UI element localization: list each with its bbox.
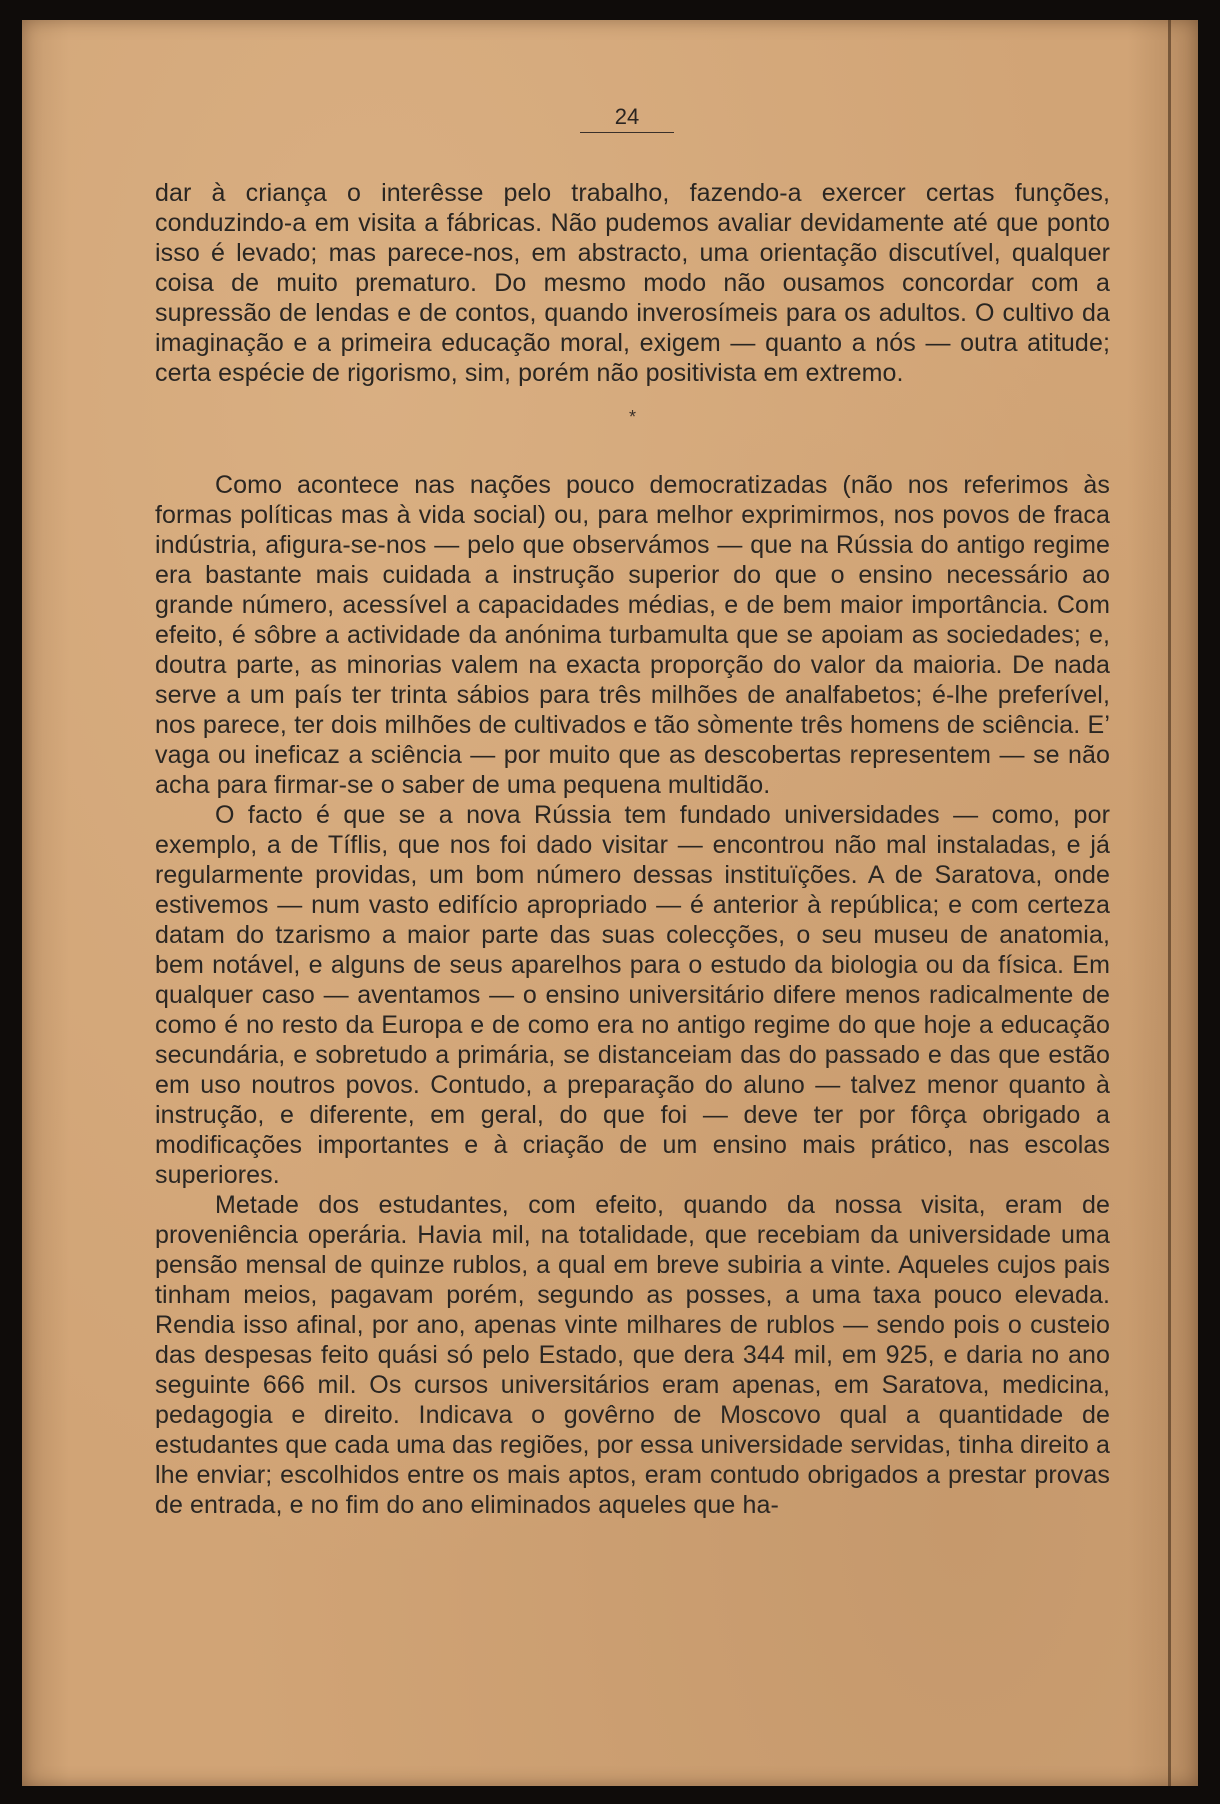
- page-number: 24: [580, 104, 674, 133]
- paragraph-4: Metade dos estudantes, com efeito, quando da nossa visita, eram de proveniência operária. Havia mil, na totalidade, que recebiam da universidade uma pensão mensal de quinze rublos, a qual em breve subiria a vinte. Aqueles cujos pais tinham meios, pagavam porém, segundo as posses, a uma taxa pouco elevada. Rendia isso afinal, por ano, apenas vinte milhares de rublos — sendo pois o custeio das despesas feito quási só pelo Estado, que dera 344 mil, em 925, e daria no ano seguinte 666 mil. Os cursos universitários eram apenas, em Saratova, medicina, pedagogia e direito. Indicava o govêrno de Moscovo qual a quantidade de estudantes que cada uma das regiões, por essa universidade servidas, tinha direito a lhe enviar; escolhidos entre os mais aptos, eram contudo obrigados a prestar provas de entrada, e no fim do ano eliminados aqueles que ha-: [155, 1191, 1110, 1519]
- paragraph-1: dar à criança o interêsse pelo trabalho, fazendo-a exercer certas funções, conduzindo-a em visita a fábricas. Não pudemos avaliar devidamente até que ponto isso é levado; mas parece-nos, em abstracto, uma orientação discutível, qualquer coisa de muito prematuro. Do mesmo modo não ousamos concordar com a supressão de lendas e de contos, quando inverosímeis para os adultos. O cultivo da imaginação e a primeira educação moral, exigem — quanto a nós — outra atitude; certa espécie de rigorismo, sim, porém não positivista em extremo.: [155, 179, 1110, 387]
- page-fold-edge: [1168, 20, 1171, 1786]
- paragraph-3: O facto é que se a nova Rússia tem fundado universidades — como, por exemplo, a de Tíflis, que nos foi dado visitar — encontrou não mal instaladas, e já regularmente providas, um bom número dessas instituïções. A de Saratova, onde estivemos — num vasto edifício apropriado — é anterior à república; e com certeza datam do tzarismo a maior parte das suas colecções, o seu museu de anatomia, bem notável, e alguns de seus aparelhos para o estudo da biologia ou da física. Em qualquer caso — aventamos — o ensino universitário difere menos radicalmente de como é no resto da Europa e de como era no antigo regime do que hoje a educação secundária, e sobretudo a primária, se distanceiam das do passado e das que estão em uso noutros povos. Contudo, a preparação do aluno — talvez menor quanto à instrução, e diferente, em geral, do que foi — deve ter por fôrça obrigado a modificações importantes e à criação de um ensino mais prático, nas escolas superiores.: [155, 801, 1110, 1189]
- paragraph-2: Como acontece nas nações pouco democratizadas (não nos referimos às formas políticas mas à vida social) ou, para melhor exprimirmos, nos povos de fraca indústria, afigura-se-nos — pelo que observámos — que na Rússia do antigo regime era bastante mais cuidada a instrução superior do que o ensino necessário ao grande número, acessível a capacidades médias, e de bem maior importância. Com efeito, é sôbre a actividade da anónima turbamulta que se apoiam as sociedades; e, doutra parte, as minorias valem na exacta proporção do valor da maioria. De nada serve a um país ter trinta sábios para três milhões de analfabetos; é-lhe preferível, nos parece, ter dois milhões de cultivados e tão sòmente três homens de sciência. E’ vaga ou ineficaz a sciência — por muito que as descobertas representem — se não acha para firmar-se o saber de uma pequena multidão.: [155, 471, 1110, 799]
- section-separator-asterisk: *: [628, 407, 637, 427]
- page-body-text: [155, 178, 1110, 1520]
